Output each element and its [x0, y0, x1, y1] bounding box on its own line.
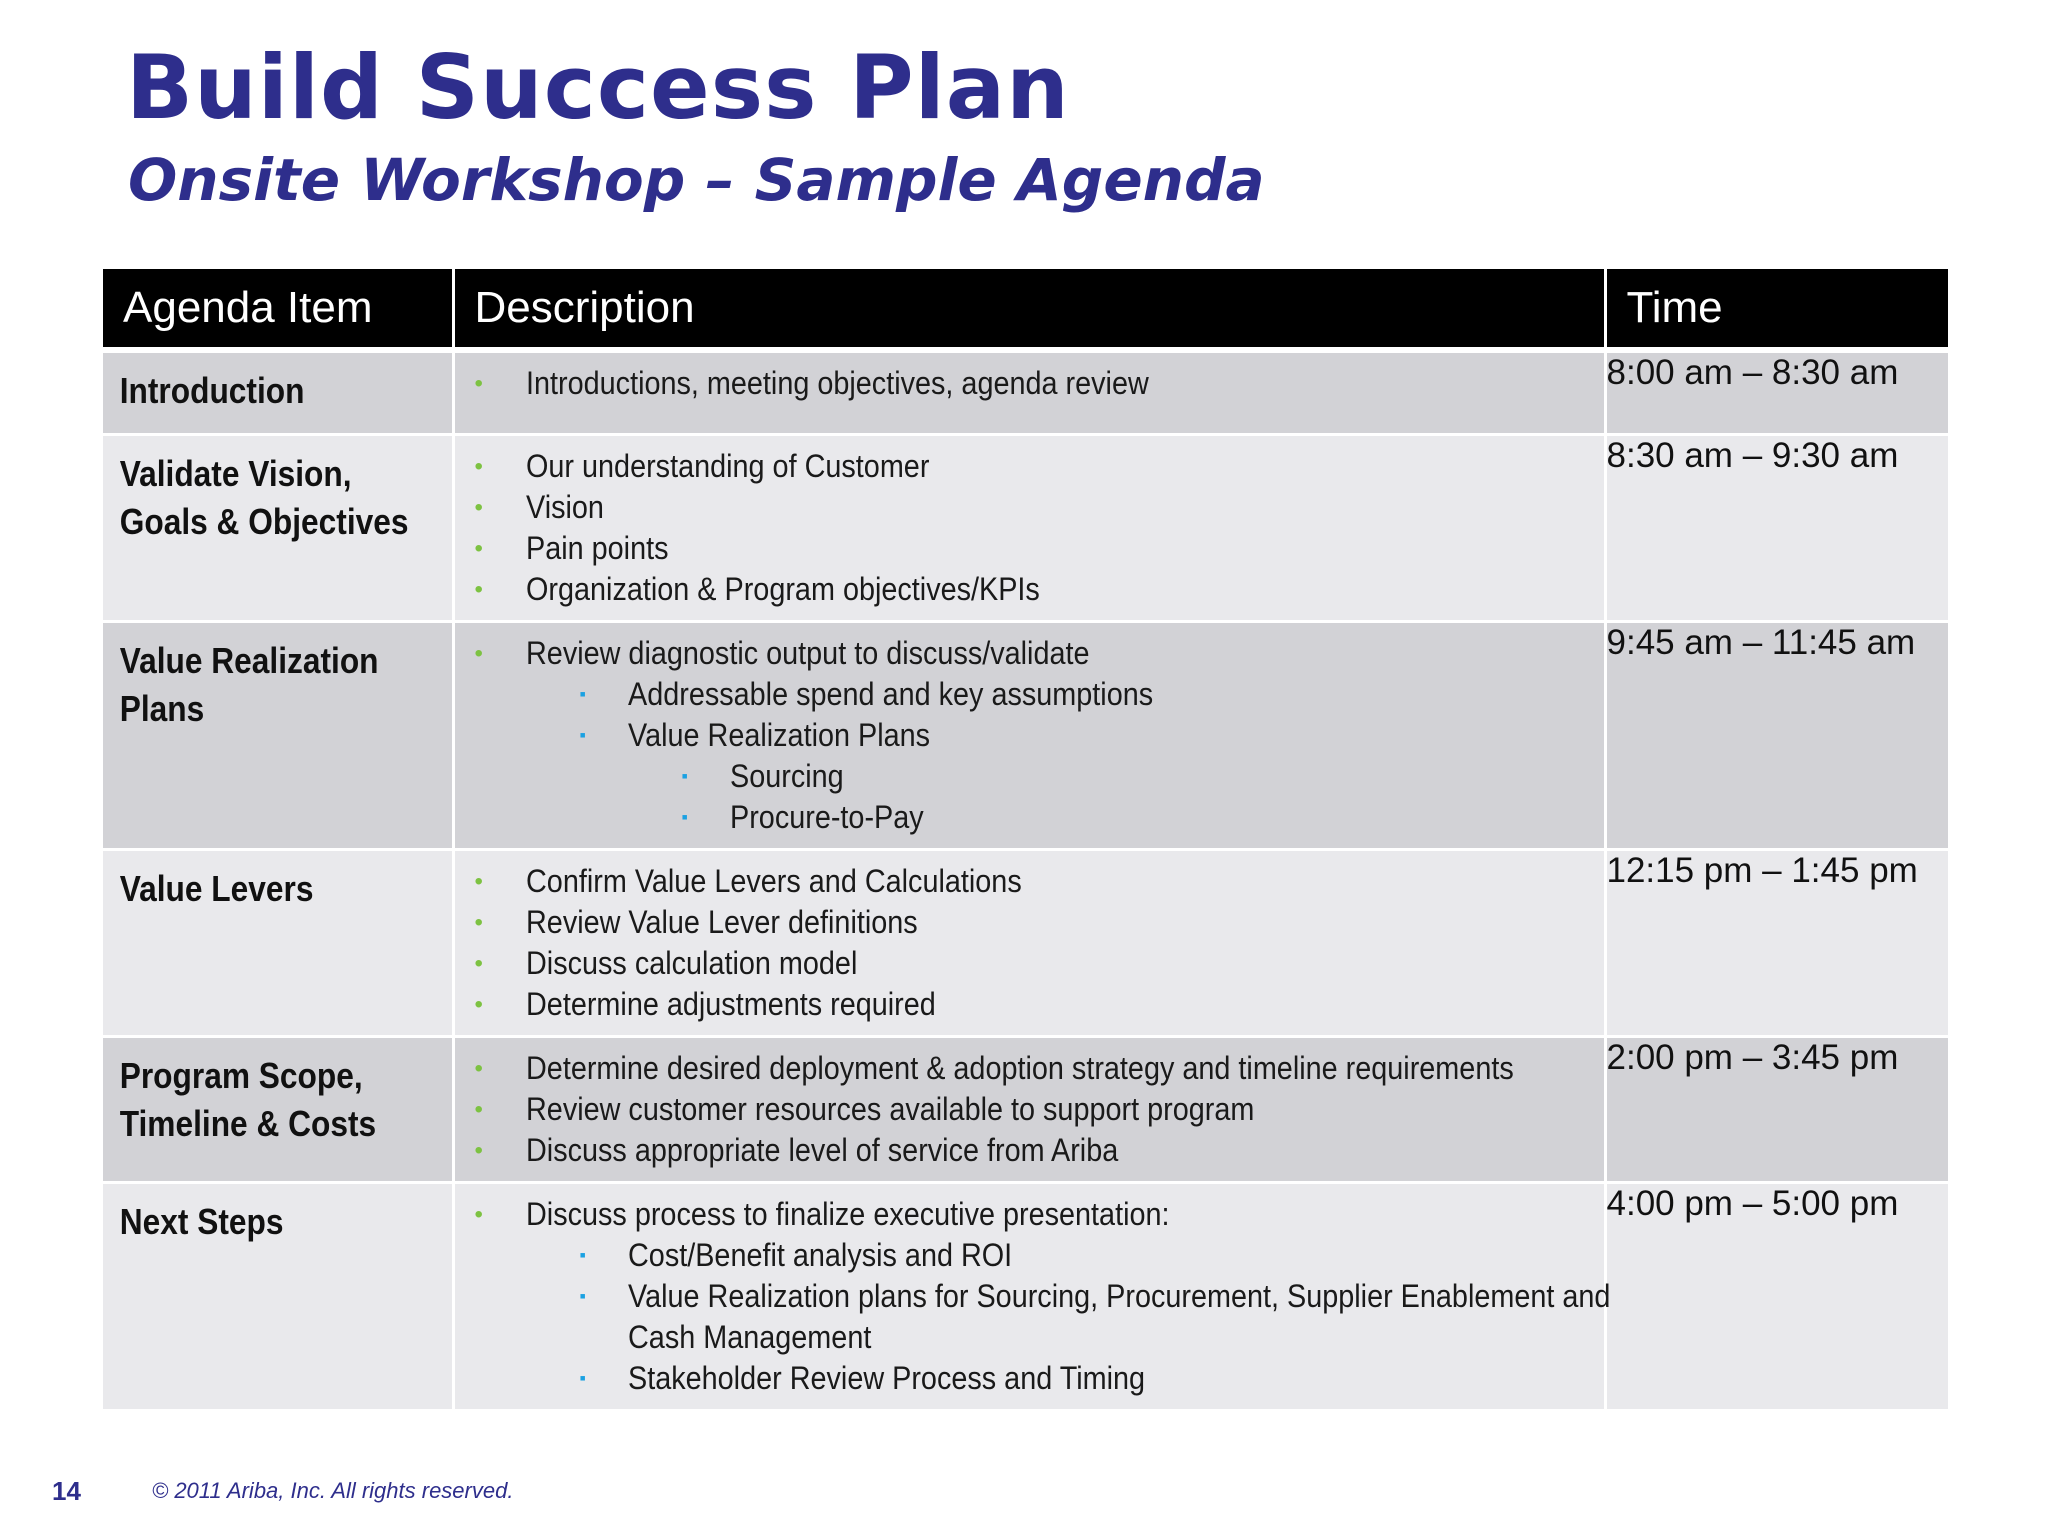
header-description: Description — [453, 269, 1605, 350]
description-text: Discuss appropriate level of service from Ariba — [525, 1131, 1118, 1168]
description-bullet — [455, 943, 1604, 984]
copyright-notice: © 2011 Ariba, Inc. All rights reserved. — [152, 1478, 514, 1503]
description-text: Cash Management — [627, 1318, 871, 1355]
description-text: Determine adjustments required — [525, 985, 936, 1022]
description-text: Procure-to-Pay — [729, 798, 924, 835]
description-bullet — [455, 1194, 1604, 1235]
description-text: Discuss calculation model — [525, 944, 857, 981]
description-text: Vision — [525, 488, 604, 525]
description-bullet — [455, 569, 1604, 610]
square-bullet-icon: ▪ — [579, 1244, 586, 1265]
description-bullet — [455, 1048, 1604, 1089]
description-text: Introductions, meeting objectives, agenda review — [525, 365, 1149, 401]
description-bullet — [455, 487, 1604, 528]
description-bullet — [455, 902, 1604, 943]
time-cell: 2:00 pm – 3:45 pm — [1605, 1036, 1948, 1182]
round-bullet-icon: • — [474, 493, 483, 521]
description-text: Cost/Benefit analysis and ROI — [627, 1236, 1012, 1273]
description-text: Confirm Value Levers and Calculations — [525, 862, 1022, 899]
description-cell — [453, 621, 1605, 849]
agenda-item-cell — [103, 1182, 453, 1410]
slide-subtitle: Onsite Workshop – Sample Agenda — [128, 146, 1265, 214]
description-text: Value Realization Plans — [627, 716, 930, 753]
table-row — [103, 434, 1948, 621]
time-cell: 9:45 am – 11:45 am — [1605, 621, 1948, 849]
agenda-item-label: Next Steps — [119, 1200, 284, 1242]
description-bullet — [455, 363, 1604, 404]
description-bullet — [455, 633, 1604, 674]
agenda-item-label: Validate Vision, Goals & Objectives — [119, 452, 409, 542]
time-cell: 12:15 pm – 1:45 pm — [1605, 849, 1948, 1036]
square-bullet-icon: ▪ — [579, 724, 586, 745]
agenda-item-label: Introduction — [119, 370, 305, 411]
round-bullet-icon: • — [474, 575, 483, 603]
description-text: Discuss process to finalize executive presentation: — [525, 1195, 1170, 1232]
slide-title: Build Success Plan — [126, 36, 1070, 139]
description-bullet — [455, 446, 1604, 487]
agenda-table — [103, 269, 1948, 1412]
round-bullet-icon: • — [474, 534, 483, 562]
round-bullet-icon: • — [474, 949, 483, 977]
square-bullet-icon: ▪ — [681, 765, 688, 786]
table-row — [103, 621, 1948, 849]
description-cell — [453, 434, 1605, 621]
table-row — [103, 350, 1948, 434]
description-bullet — [455, 1089, 1604, 1130]
round-bullet-icon: • — [474, 452, 483, 480]
time-cell: 8:00 am – 8:30 am — [1605, 350, 1948, 434]
description-cell — [453, 1182, 1610, 1410]
time-cell: 8:30 am – 9:30 am — [1605, 434, 1948, 621]
description-text: Stakeholder Review Process and Timing — [627, 1359, 1145, 1396]
agenda-item-cell — [103, 849, 453, 1036]
description-bullet — [455, 1358, 1604, 1399]
agenda-item-cell — [103, 621, 453, 849]
agenda-item-cell — [103, 1036, 453, 1182]
description-text: Addressable spend and key assumptions — [627, 675, 1153, 712]
description-bullet — [455, 1317, 1604, 1358]
round-bullet-icon: • — [474, 1200, 483, 1228]
description-bullet — [455, 1235, 1604, 1276]
round-bullet-icon: • — [474, 908, 483, 936]
square-bullet-icon: ▪ — [579, 1367, 586, 1388]
description-bullet — [455, 715, 1604, 756]
description-text: Sourcing — [729, 757, 844, 794]
table-row — [103, 1036, 1948, 1182]
agenda-item-label: Program Scope, Timeline & Costs — [119, 1054, 377, 1144]
description-cell — [453, 350, 1605, 434]
description-text: Review Value Lever definitions — [525, 903, 918, 940]
description-bullet — [455, 756, 1604, 797]
description-bullet — [455, 674, 1604, 715]
time-cell: 4:00 pm – 5:00 pm — [1605, 1182, 1948, 1410]
square-bullet-icon: ▪ — [681, 806, 688, 827]
description-text: Review customer resources available to support program — [525, 1090, 1254, 1127]
round-bullet-icon: • — [474, 1054, 483, 1082]
description-cell — [453, 849, 1605, 1036]
round-bullet-icon: • — [474, 990, 483, 1018]
round-bullet-icon: • — [474, 867, 483, 895]
round-bullet-icon: • — [474, 1136, 483, 1164]
description-text: Our understanding of Customer — [525, 447, 929, 484]
square-bullet-icon: ▪ — [579, 1285, 586, 1306]
round-bullet-icon: • — [474, 370, 483, 397]
round-bullet-icon: • — [474, 639, 483, 667]
description-bullet — [455, 861, 1604, 902]
table-row — [103, 1182, 1948, 1410]
description-text: Determine desired deployment & adoption strategy and timeline requirements — [525, 1049, 1514, 1086]
square-bullet-icon: ▪ — [579, 683, 586, 704]
agenda-item-cell — [103, 350, 453, 434]
header-agenda-item: Agenda Item — [103, 269, 453, 350]
description-cell — [453, 1036, 1605, 1182]
description-text: Value Realization plans for Sourcing, Procurement, Supplier Enablement and — [627, 1277, 1610, 1314]
description-bullet — [455, 528, 1604, 569]
page-number: 14 — [52, 1476, 81, 1506]
agenda-item-cell — [103, 434, 453, 621]
table-row — [103, 849, 1948, 1036]
agenda-body — [103, 350, 1948, 1410]
description-text: Review diagnostic output to discuss/validate — [525, 634, 1090, 671]
header-time: Time — [1605, 269, 1948, 350]
description-text: Organization & Program objectives/KPIs — [525, 570, 1040, 607]
description-bullet — [455, 1130, 1604, 1171]
round-bullet-icon: • — [474, 1095, 483, 1123]
description-bullet — [455, 984, 1604, 1025]
description-bullet — [455, 797, 1604, 838]
agenda-item-label: Value Levers — [119, 867, 314, 909]
description-text: Pain points — [525, 529, 668, 566]
table-header-row — [103, 269, 1948, 350]
description-bullet — [455, 1276, 1610, 1317]
agenda-item-label: Value Realization Plans — [119, 639, 379, 729]
